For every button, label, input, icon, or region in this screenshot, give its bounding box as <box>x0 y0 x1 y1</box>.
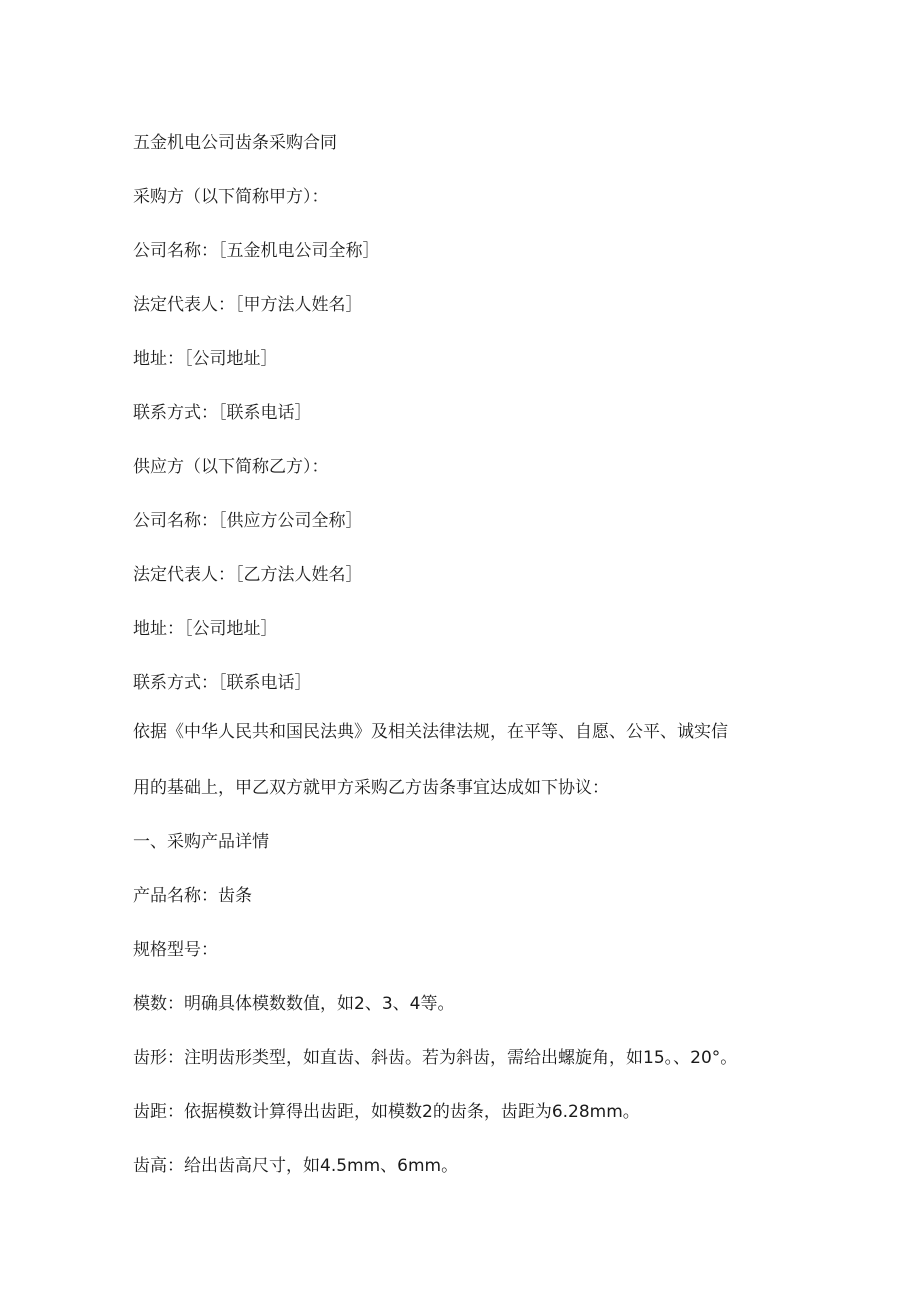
supplier-address: 地址：［公司地址］ <box>133 619 278 639</box>
contract-title: 五金机电公司齿条采购合同 <box>133 133 337 153</box>
supplier-legal-representative: 法定代表人：［乙方法人姓名］ <box>133 565 363 585</box>
buyer-company-name: 公司名称：［五金机电公司全称］ <box>133 241 380 261</box>
spec-pitch: 齿距：依据模数计算得出齿距，如模数2的齿条，齿距为6.28mm。 <box>133 1102 640 1122</box>
spec-module: 模数：明确具体模数数值，如2、3、4等。 <box>133 994 455 1014</box>
spec-heading: 规格型号： <box>133 940 218 960</box>
section-heading-product-details: 一、采购产品详情 <box>133 832 269 852</box>
preamble-line-2: 用的基础上，甲乙双方就甲方采购乙方齿条事宜达成如下协议： <box>133 778 609 798</box>
buyer-heading: 采购方（以下简称甲方）： <box>133 187 329 207</box>
spec-tooth-height: 齿高：给出齿高尺寸，如4.5mm、6mm。 <box>133 1156 459 1176</box>
buyer-contact: 联系方式：［联系电话］ <box>133 403 312 423</box>
spec-tooth-form: 齿形：注明齿形类型，如直齿、斜齿。若为斜齿，需给出螺旋角，如15。、20°。 <box>133 1048 738 1068</box>
buyer-address: 地址：［公司地址］ <box>133 349 278 369</box>
supplier-heading: 供应方（以下简称乙方）： <box>133 457 329 477</box>
supplier-company-name: 公司名称：［供应方公司全称］ <box>133 511 363 531</box>
preamble-line-1: 依据《中华人民共和国民法典》及相关法律法规，在平等、自愿、公平、诚实信 <box>133 722 728 742</box>
buyer-legal-representative: 法定代表人：［甲方法人姓名］ <box>133 295 363 315</box>
supplier-contact: 联系方式：［联系电话］ <box>133 673 312 693</box>
product-name: 产品名称：齿条 <box>133 886 252 906</box>
